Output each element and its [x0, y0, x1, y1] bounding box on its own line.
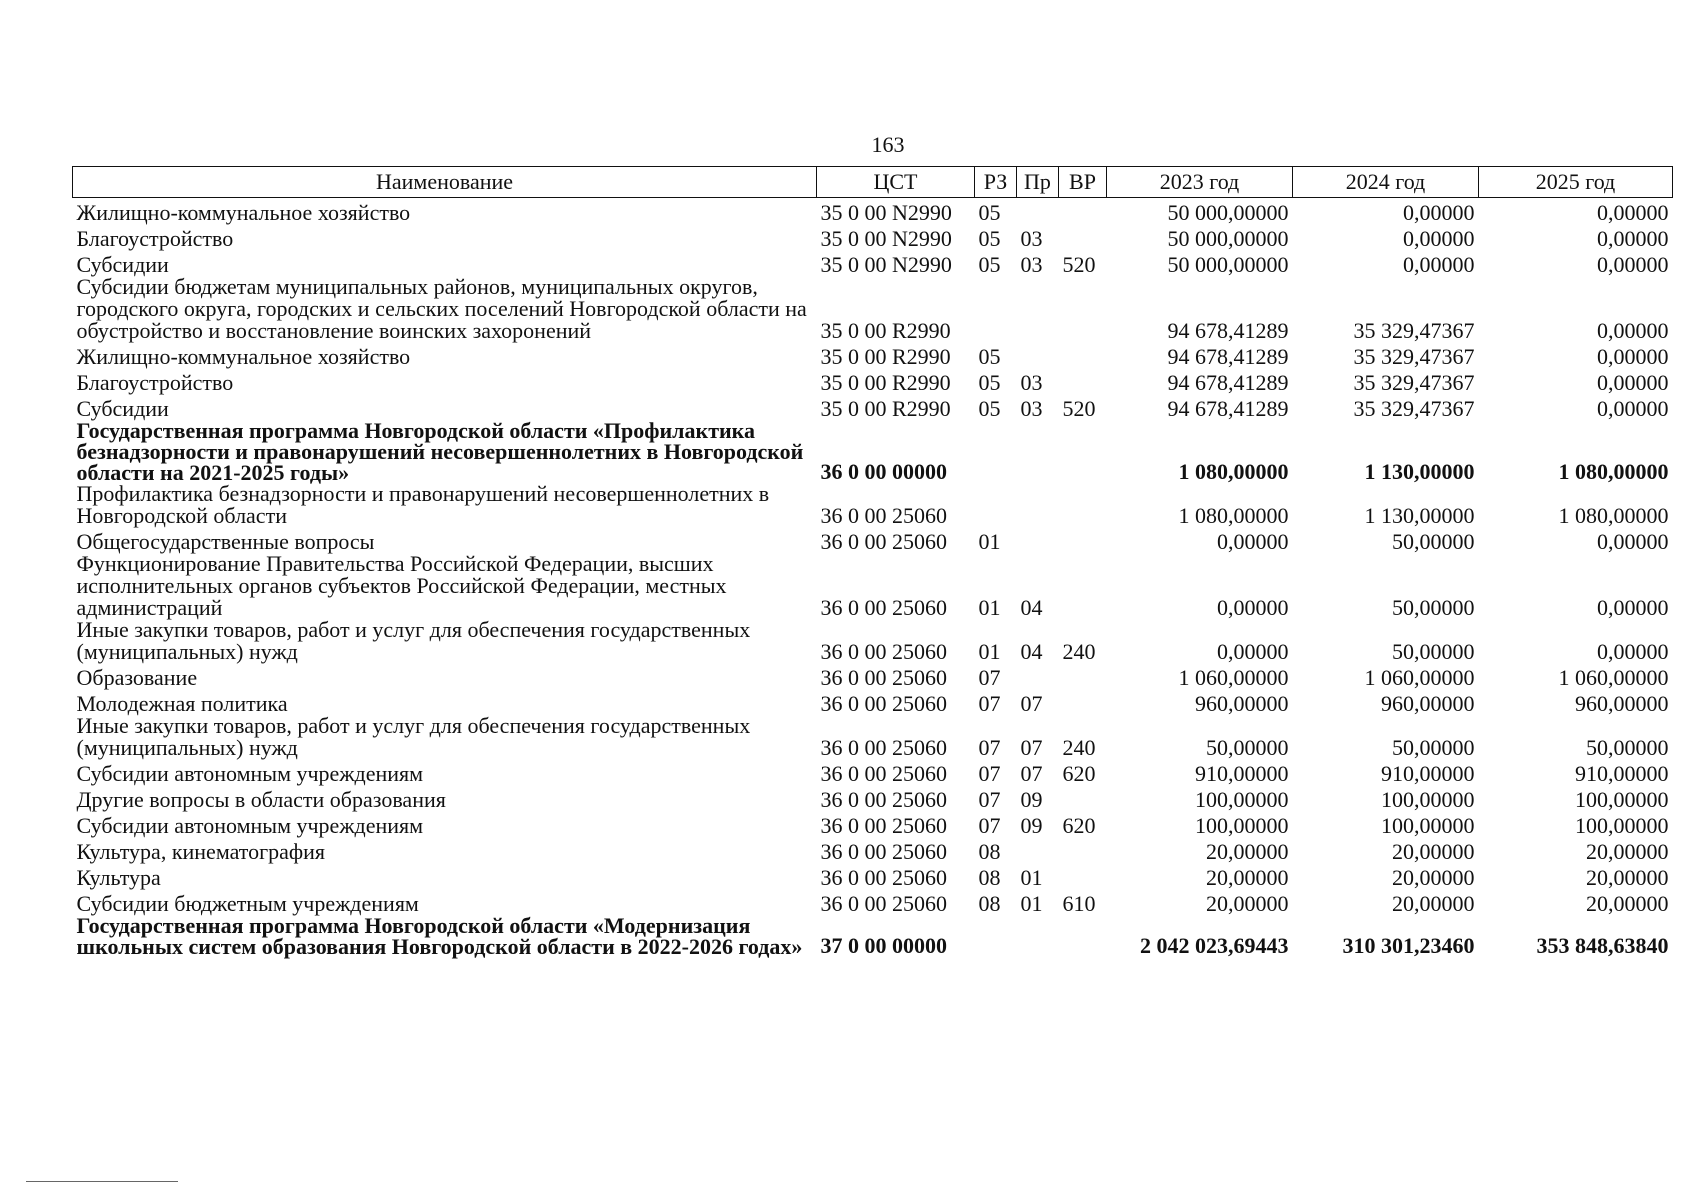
cell-vr: 520: [1062, 396, 1096, 421]
table-row: [73, 483, 1673, 527]
cell-2024: 50,00000: [1392, 735, 1475, 760]
table-row: [73, 198, 1673, 225]
cell-pr: 09: [1020, 787, 1043, 812]
cell-2025: 0,00000: [1597, 226, 1669, 251]
cell-2025: 1 080,00000: [1558, 503, 1669, 528]
cell-2025: 910,00000: [1575, 761, 1669, 786]
table-row: [73, 394, 1673, 420]
cell-2024: 1 130,00000: [1364, 459, 1475, 484]
cell-2023: 94 678,41289: [1167, 396, 1289, 421]
cell-name: Функционирование Правительства Российской Федерации, высших исполнительных органов субъектов Российской Федерации, местных администраций: [76, 551, 727, 620]
cell-pr: 03: [1020, 252, 1043, 277]
cell-2024: 20,00000: [1392, 865, 1475, 890]
cell-2024: 35 329,47367: [1353, 318, 1475, 343]
cell-2025: 100,00000: [1575, 787, 1669, 812]
cell-rz: 08: [978, 839, 1001, 864]
cell-pr: 03: [1020, 226, 1043, 251]
cell-2023: 100,00000: [1195, 813, 1289, 838]
cell-pr: 07: [1020, 691, 1043, 716]
cell-2023: 94 678,41289: [1167, 370, 1289, 395]
table-row: [73, 689, 1673, 715]
cell-cst: 36 0 00 25060: [820, 813, 947, 838]
cell-2025: 1 080,00000: [1558, 459, 1669, 484]
cell-2025: 0,00000: [1597, 318, 1669, 343]
footer-divider: [26, 1181, 178, 1182]
cell-2025: 20,00000: [1586, 865, 1669, 890]
cell-vr: [1059, 342, 1107, 368]
cell-rz: 01: [978, 639, 1001, 664]
cell-name: Профилактика безнадзорности и правонарушений несовершеннолетних в Новгородской области: [76, 481, 770, 528]
cell-2024: 50,00000: [1392, 639, 1475, 664]
cell-2023: 100,00000: [1195, 787, 1289, 812]
cell-2024: 1 060,00000: [1364, 665, 1475, 690]
cell-rz: 01: [978, 529, 1001, 554]
cell-2025: 20,00000: [1586, 839, 1669, 864]
cell-2025: 20,00000: [1586, 891, 1669, 916]
cell-cst: 35 0 00 R2990: [820, 370, 951, 395]
table-row: [73, 663, 1673, 689]
cell-2025: 0,00000: [1597, 344, 1669, 369]
cell-name: Жилищно-коммунальное хозяйство: [76, 344, 411, 369]
table-row: [73, 527, 1673, 553]
cell-2024: 310 301,23460: [1342, 933, 1475, 958]
table-row: [73, 250, 1673, 276]
cell-rz: 08: [978, 891, 1001, 916]
header-name: Наименование: [73, 167, 817, 198]
cell-2023: 1 080,00000: [1178, 459, 1289, 484]
cell-2023: 20,00000: [1206, 891, 1289, 916]
cell-pr: 03: [1020, 370, 1043, 395]
cell-pr: [1017, 837, 1059, 863]
cell-vr: [1059, 689, 1107, 715]
cell-cst: 36 0 00 25060: [820, 735, 947, 760]
cell-cst: 35 0 00 R2990: [820, 318, 951, 343]
cell-2023: 50,00000: [1206, 735, 1289, 760]
cell-vr: 520: [1062, 252, 1096, 277]
cell-2025: 0,00000: [1597, 595, 1669, 620]
header-2024: 2024 год: [1293, 167, 1479, 198]
cell-pr: [1017, 342, 1059, 368]
cell-cst: 36 0 00 25060: [820, 691, 947, 716]
cell-cst: 37 0 00 00000: [820, 933, 947, 958]
cell-2025: 0,00000: [1597, 396, 1669, 421]
cell-pr: [1017, 420, 1059, 483]
cell-cst: 35 0 00 N2990: [820, 252, 952, 277]
cell-pr: 01: [1020, 891, 1043, 916]
cell-name: Жилищно-коммунальное хозяйство: [76, 200, 411, 225]
cell-rz: 05: [978, 252, 1001, 277]
cell-vr: [1059, 224, 1107, 250]
cell-name: Иные закупки товаров, работ и услуг для обеспечения государственных (муниципальных) нужд: [76, 713, 751, 760]
cell-2023: 1 080,00000: [1178, 503, 1289, 528]
cell-vr: 240: [1062, 735, 1096, 760]
header-2025: 2025 год: [1479, 167, 1673, 198]
cell-name: Субсидии автономным учреждениям: [76, 813, 424, 838]
cell-pr: 09: [1020, 813, 1043, 838]
cell-2024: 35 329,47367: [1353, 396, 1475, 421]
cell-2025: 0,00000: [1597, 529, 1669, 554]
cell-2025: 50,00000: [1586, 735, 1669, 760]
cell-2024: 0,00000: [1403, 200, 1475, 225]
table-row: [73, 915, 1673, 957]
cell-name: Государственная программа Новгородской области «Модернизация школьных систем образования Новгородской области в 2022-2026 годах»: [76, 913, 803, 959]
cell-pr: [1017, 483, 1059, 527]
cell-2024: 910,00000: [1381, 761, 1475, 786]
cell-2023: 50 000,00000: [1167, 252, 1289, 277]
cell-2024: 0,00000: [1403, 252, 1475, 277]
table-body: [73, 198, 1673, 958]
cell-pr: 07: [1020, 761, 1043, 786]
cell-2024: 35 329,47367: [1353, 370, 1475, 395]
table-row: [73, 420, 1673, 483]
cell-2025: 0,00000: [1597, 200, 1669, 225]
cell-cst: 35 0 00 R2990: [820, 344, 951, 369]
table-row: [73, 811, 1673, 837]
cell-2023: 50 000,00000: [1167, 200, 1289, 225]
cell-2023: 50 000,00000: [1167, 226, 1289, 251]
cell-2025: 353 848,63840: [1536, 933, 1669, 958]
cell-vr: [1059, 915, 1107, 957]
cell-rz: 07: [978, 735, 1001, 760]
cell-pr: 04: [1020, 639, 1043, 664]
cell-name: Субсидии автономным учреждениям: [76, 761, 424, 786]
table-header-row: [73, 167, 1673, 198]
cell-name: Субсидии: [76, 252, 169, 277]
cell-pr: [1017, 276, 1059, 342]
cell-rz: [975, 420, 1017, 483]
header-rz: РЗ: [975, 167, 1017, 198]
cell-cst: 36 0 00 25060: [820, 787, 947, 812]
cell-vr: [1059, 198, 1107, 225]
header-cst: ЦСТ: [817, 167, 975, 198]
cell-2024: 50,00000: [1392, 595, 1475, 620]
cell-pr: [1017, 663, 1059, 689]
cell-2023: 910,00000: [1195, 761, 1289, 786]
cell-cst: 36 0 00 25060: [820, 839, 947, 864]
cell-name: Субсидии бюджетам муниципальных районов, муниципальных округов, городского округа, городских и сельских поселений Новгородской области на обустройство и восстановление воинских захоронений: [76, 274, 807, 343]
cell-name: Благоустройство: [76, 226, 234, 251]
cell-name: Благоустройство: [76, 370, 234, 395]
cell-cst: 35 0 00 N2990: [820, 200, 952, 225]
cell-cst: 36 0 00 25060: [820, 761, 947, 786]
cell-pr: [1017, 198, 1059, 225]
cell-2023: 0,00000: [1217, 595, 1289, 620]
cell-2024: 100,00000: [1381, 813, 1475, 838]
cell-name: Образование: [76, 665, 198, 690]
cell-cst: 36 0 00 25060: [820, 665, 947, 690]
cell-rz: 05: [978, 370, 1001, 395]
header-pr: Пр: [1017, 167, 1059, 198]
table-row: [73, 785, 1673, 811]
cell-cst: 36 0 00 25060: [820, 891, 947, 916]
cell-name: Субсидии бюджетным учреждениям: [76, 891, 419, 916]
table-row: [73, 863, 1673, 889]
cell-2023: 94 678,41289: [1167, 344, 1289, 369]
cell-name: Субсидии: [76, 396, 169, 421]
cell-vr: 620: [1062, 761, 1096, 786]
cell-rz: 05: [978, 226, 1001, 251]
cell-cst: 36 0 00 25060: [820, 865, 947, 890]
cell-cst: 36 0 00 25060: [820, 503, 947, 528]
table-row: [73, 889, 1673, 915]
cell-2023: 20,00000: [1206, 839, 1289, 864]
cell-rz: [975, 915, 1017, 957]
cell-2025: 0,00000: [1597, 639, 1669, 664]
cell-2024: 960,00000: [1381, 691, 1475, 716]
table-row: [73, 715, 1673, 759]
cell-vr: [1059, 420, 1107, 483]
cell-vr: [1059, 276, 1107, 342]
cell-2023: 0,00000: [1217, 639, 1289, 664]
cell-2025: 960,00000: [1575, 691, 1669, 716]
table-row: [73, 368, 1673, 394]
cell-name: Иные закупки товаров, работ и услуг для обеспечения государственных (муниципальных) нужд: [76, 617, 751, 664]
cell-rz: 07: [978, 761, 1001, 786]
cell-pr: 03: [1020, 396, 1043, 421]
cell-2024: 0,00000: [1403, 226, 1475, 251]
cell-cst: 36 0 00 25060: [820, 529, 947, 554]
cell-vr: 610: [1062, 891, 1096, 916]
cell-2023: 1 060,00000: [1178, 665, 1289, 690]
cell-rz: 07: [978, 813, 1001, 838]
table-row: [73, 276, 1673, 342]
cell-2025: 0,00000: [1597, 370, 1669, 395]
cell-2024: 1 130,00000: [1364, 503, 1475, 528]
cell-vr: 240: [1062, 639, 1096, 664]
page-number: 163: [871, 132, 905, 157]
table-row: [73, 837, 1673, 863]
cell-2025: 0,00000: [1597, 252, 1669, 277]
cell-name: Государственная программа Новгородской области «Профилактика безнадзорности и правонарушений несовершеннолетних в Новгородской области на 2021-2025 годы»: [76, 418, 804, 485]
cell-rz: 07: [978, 787, 1001, 812]
cell-2024: 20,00000: [1392, 839, 1475, 864]
cell-vr: [1059, 785, 1107, 811]
table-row: [73, 553, 1673, 619]
cell-rz: 05: [978, 200, 1001, 225]
cell-2024: 35 329,47367: [1353, 344, 1475, 369]
cell-2024: 20,00000: [1392, 891, 1475, 916]
cell-2023: 20,00000: [1206, 865, 1289, 890]
cell-cst: 36 0 00 00000: [820, 459, 947, 484]
cell-2023: 94 678,41289: [1167, 318, 1289, 343]
cell-rz: 08: [978, 865, 1001, 890]
table-row: [73, 619, 1673, 663]
cell-pr: [1017, 527, 1059, 553]
cell-pr: 04: [1020, 595, 1043, 620]
cell-pr: 07: [1020, 735, 1043, 760]
cell-rz: 05: [978, 344, 1001, 369]
cell-vr: [1059, 553, 1107, 619]
cell-pr: [1017, 915, 1059, 957]
cell-rz: [975, 276, 1017, 342]
cell-cst: 35 0 00 R2990: [820, 396, 951, 421]
cell-name: Культура: [76, 865, 161, 890]
cell-rz: 07: [978, 665, 1001, 690]
cell-name: Молодежная политика: [76, 691, 288, 716]
cell-rz: 05: [978, 396, 1001, 421]
cell-rz: [975, 483, 1017, 527]
cell-2025: 1 060,00000: [1558, 665, 1669, 690]
cell-2023: 2 042 023,69443: [1140, 933, 1289, 958]
cell-rz: 01: [978, 595, 1001, 620]
cell-rz: 07: [978, 691, 1001, 716]
cell-2024: 50,00000: [1392, 529, 1475, 554]
cell-cst: 36 0 00 25060: [820, 639, 947, 664]
cell-vr: [1059, 527, 1107, 553]
cell-name: Общегосударственные вопросы: [76, 529, 375, 554]
cell-vr: [1059, 483, 1107, 527]
cell-2023: 960,00000: [1195, 691, 1289, 716]
cell-cst: 36 0 00 25060: [820, 595, 947, 620]
cell-2025: 100,00000: [1575, 813, 1669, 838]
cell-name: Культура, кинематография: [76, 839, 326, 864]
cell-vr: [1059, 837, 1107, 863]
cell-2024: 100,00000: [1381, 787, 1475, 812]
cell-vr: [1059, 368, 1107, 394]
cell-vr: [1059, 863, 1107, 889]
table-row: [73, 759, 1673, 785]
cell-cst: 35 0 00 N2990: [820, 226, 952, 251]
cell-vr: [1059, 663, 1107, 689]
cell-name: Другие вопросы в области образования: [76, 787, 446, 812]
budget-table: [72, 166, 1673, 957]
table-row: [73, 342, 1673, 368]
cell-2023: 0,00000: [1217, 529, 1289, 554]
header-2023: 2023 год: [1107, 167, 1293, 198]
table-row: [73, 224, 1673, 250]
cell-vr: 620: [1062, 813, 1096, 838]
cell-pr: 01: [1020, 865, 1043, 890]
header-vr: ВР: [1059, 167, 1107, 198]
